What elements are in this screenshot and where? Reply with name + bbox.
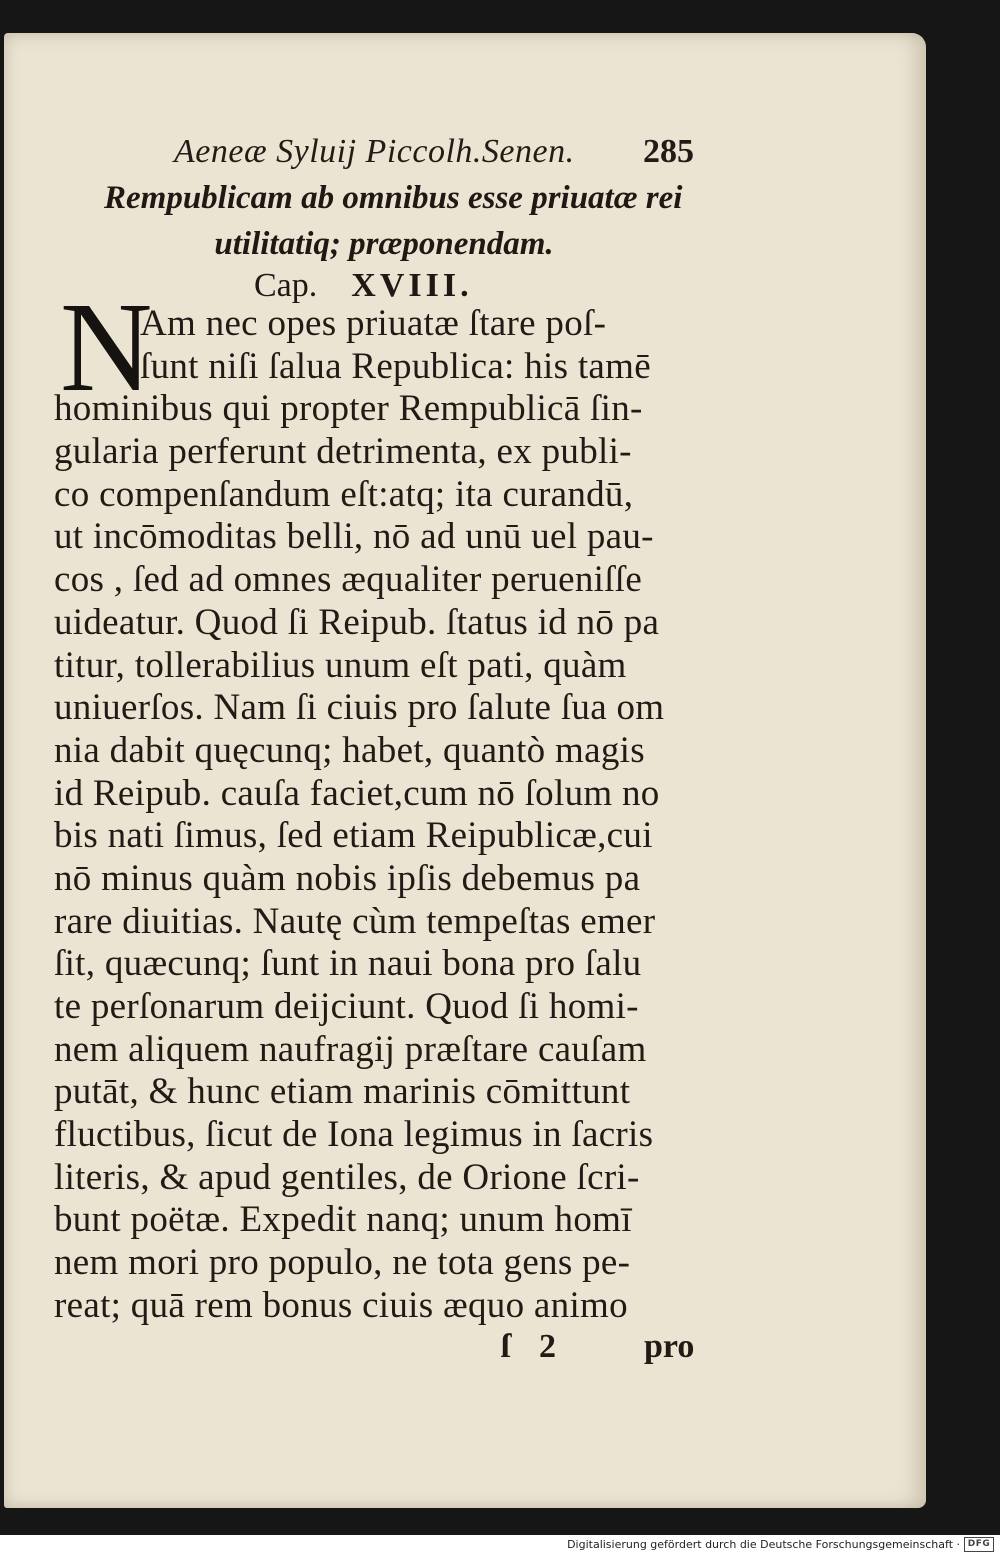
text-line: literis, & apud gentiles, de Orione ſcri- (54, 1156, 640, 1198)
text-line: titur, tollerabilius unum eſt pati, quàm (54, 644, 627, 686)
chapter-label (254, 267, 473, 305)
text-line: co compenſandum eſt:atq; ita curandū, (54, 473, 634, 515)
text-line: uideatur. Quod ſi Reipub. ſtatus id nō pa (54, 601, 660, 643)
chapter-number: XVIII. (351, 267, 473, 304)
drop-cap-initial: N (60, 276, 153, 418)
footer-bar (0, 1535, 1000, 1555)
chapter-word: Cap. (254, 267, 318, 304)
heading-line: Rempublicam ab omnibus esse priuatæ rei (104, 180, 683, 216)
body-text (54, 303, 704, 1328)
text-line: nem mori pro populo, ne tota gens pe- (54, 1242, 631, 1284)
text-line: rare diuitias. Nautę cùm tempeſtas emer (54, 900, 656, 942)
book-page (4, 33, 926, 1508)
running-head (174, 133, 694, 177)
text-line: hominibus qui propter Rempublicā ſin- (54, 388, 643, 430)
text-line: ut incōmoditas belli, nō ad unū uel pau- (54, 516, 654, 558)
text-line: uniuerſos. Nam ſi ciuis pro ſalute ſua om (54, 687, 665, 729)
text-line: cos , ſed ad omnes æqualiter perueniſſe (54, 559, 643, 601)
page-number: 285 (643, 133, 694, 170)
signature-mark: ſ 2 (501, 1328, 566, 1365)
funding-notice: Digitalisierung gefördert durch die Deutsche Forschungsgemeinschaft · (567, 1538, 960, 1551)
catchword: pro (644, 1328, 695, 1365)
text-line: nem aliquem naufragij præſtare cauſam (54, 1028, 647, 1070)
text-line: ſit, quæcunq; ſunt in naui bona pro ſalu (54, 943, 642, 985)
text-line: reat; quā rem bonus ciuis æquo animo (54, 1284, 628, 1326)
text-line: nia dabit quęcunq; habet, quantò magis (54, 729, 645, 771)
text-line: te perſonarum deijciunt. Quod ſi homi- (54, 986, 639, 1027)
text-line: Am nec opes priuatæ ſtare poſ- (140, 303, 607, 344)
text-line: bunt poëtæ. Expedit nanq; unum homī (54, 1199, 632, 1241)
text-line: nō minus quàm nobis ipſis debemus pa (54, 857, 641, 899)
text-line: id Reipub. cauſa faciet,cum nō ſolum no (54, 772, 660, 814)
heading-line: utilitatiq; præponendam. (214, 226, 554, 262)
text-line: bis nati ſimus, ſed etiam Reipublicæ,cui (54, 815, 653, 857)
dfg-logo: DFG (964, 1537, 994, 1552)
text-line: putāt, & hunc etiam marinis cōmittunt (54, 1071, 631, 1113)
text-line: gularia perferunt detrimenta, ex publi- (54, 431, 632, 473)
chapter-heading (104, 175, 683, 267)
text-line: fluctibus, ſicut de Iona legimus in ſacris (54, 1114, 654, 1156)
running-title: Aeneæ Syluij Piccolh.Senen. (174, 133, 575, 170)
text-line: ſunt niſi ſalua Republica: his tamē (140, 345, 651, 387)
